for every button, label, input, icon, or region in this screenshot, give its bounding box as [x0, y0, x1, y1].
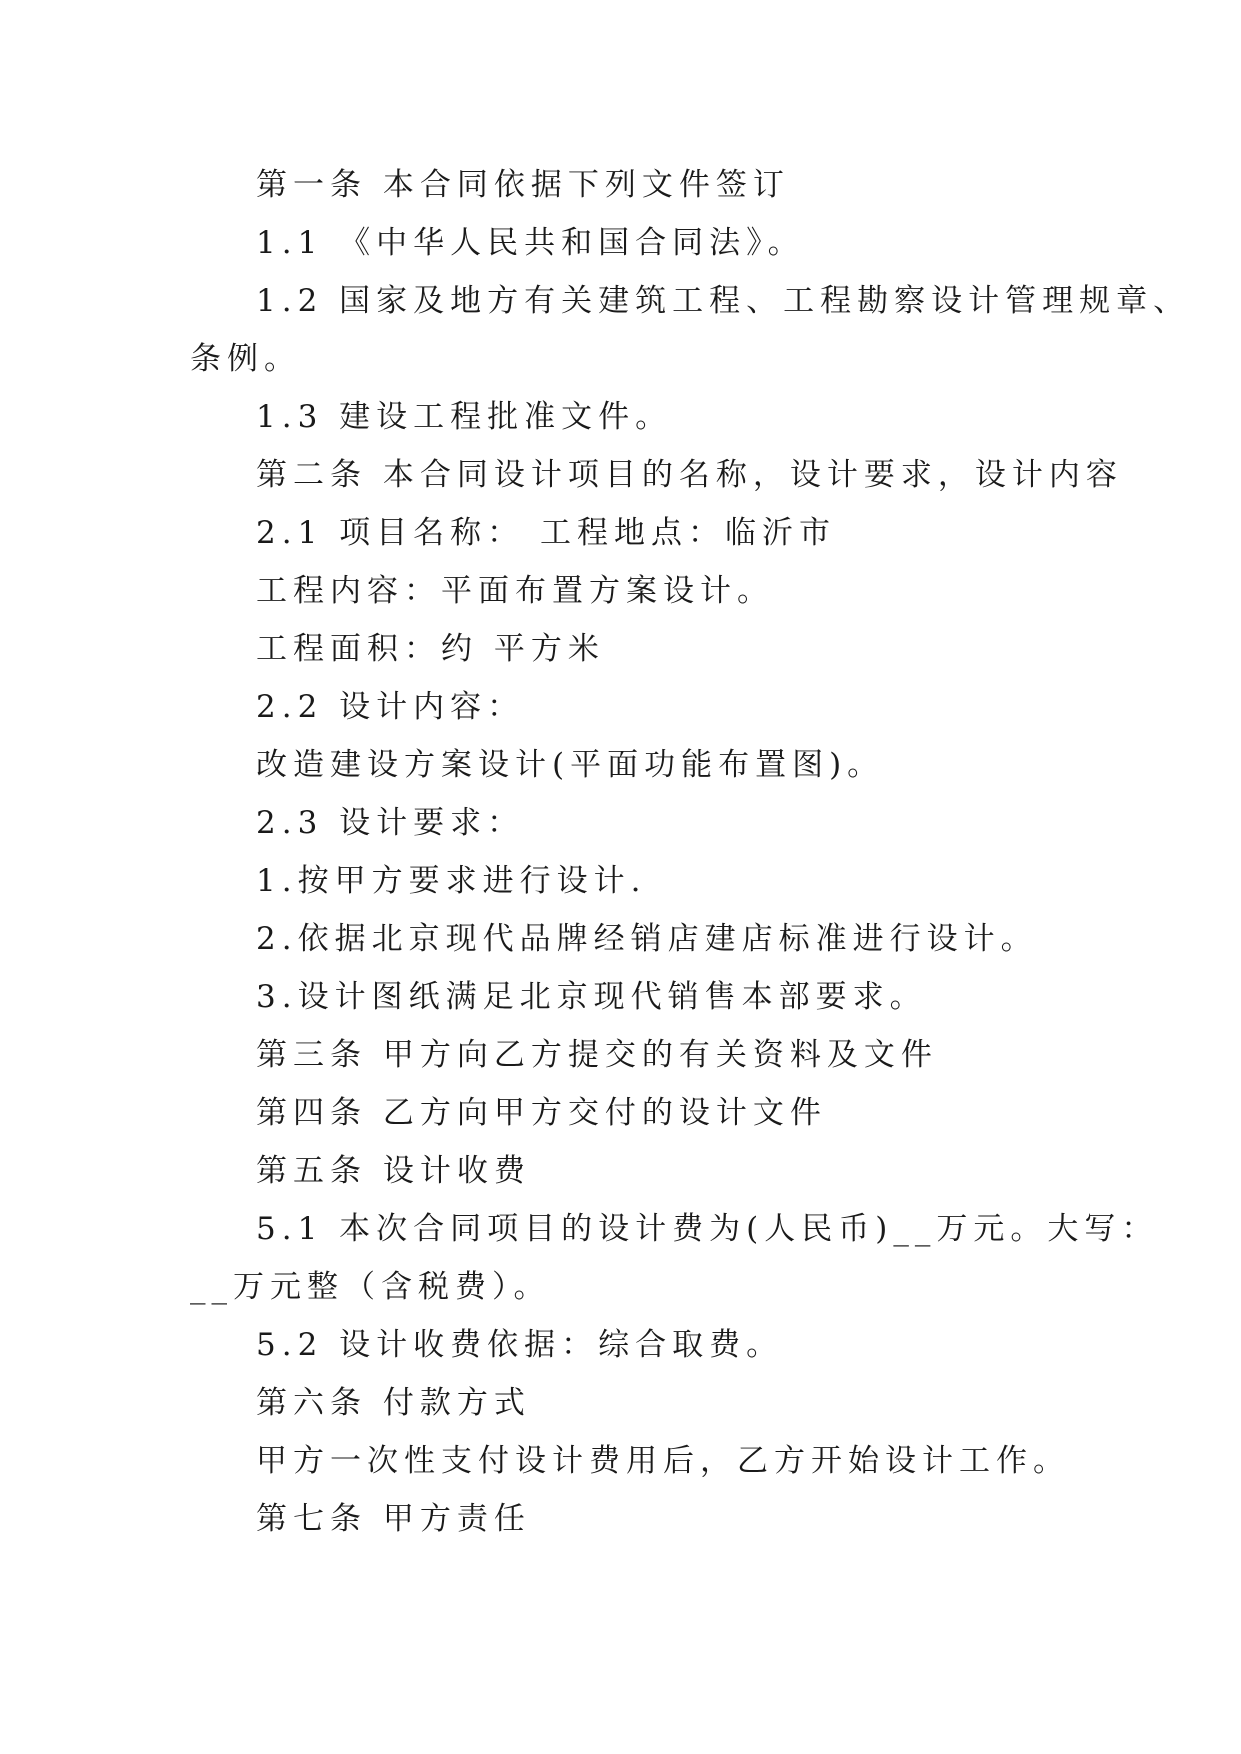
- article-4-heading: 第四条 乙方向甲方交付的设计文件: [256, 1095, 827, 1131]
- requirement-3: 3.设计图纸满足北京现代销售本部要求。: [256, 979, 927, 1015]
- clause-5-1-continuation: __万元整（含税费）。: [190, 1269, 551, 1305]
- article-1-heading: 第一条 本合同依据下列文件签订: [256, 167, 790, 203]
- clause-2-2: 2.2 设计内容：: [256, 689, 525, 725]
- contract-body: [190, 156, 1191, 1548]
- article-6-heading: 第六条 付款方式: [256, 1385, 531, 1421]
- clause-2-1: 2.1 项目名称： 工程地点：临沂市: [256, 515, 837, 551]
- article-2-heading: 第二条 本合同设计项目的名称，设计要求，设计内容: [256, 457, 1123, 493]
- clause-1-1: 1.1 《中华人民共和国合同法》。: [256, 225, 805, 261]
- requirement-2: 2.依据北京现代品牌经销店建店标准进行设计。: [256, 921, 1038, 957]
- clause-1-3: 1.3 建设工程批准文件。: [256, 399, 673, 435]
- payment-method: 甲方一次性支付设计费用后，乙方开始设计工作。: [256, 1443, 1070, 1479]
- clause-5-2: 5.2 设计收费依据：综合取费。: [256, 1327, 784, 1363]
- design-scope: 改造建设方案设计(平面功能布置图)。: [256, 747, 885, 783]
- project-content: 工程内容：平面布置方案设计。: [256, 573, 774, 609]
- requirement-1: 1.按甲方要求进行设计.: [256, 863, 647, 899]
- clause-5-1: 5.1 本次合同项目的设计费为(人民币)__万元。大写：: [256, 1211, 1159, 1247]
- article-7-heading: 第七条 甲方责任: [256, 1501, 531, 1537]
- clause-1-2-continuation: 条例。: [190, 341, 301, 377]
- clause-2-3: 2.3 设计要求：: [256, 805, 525, 841]
- clause-1-2: 1.2 国家及地方有关建筑工程、工程勘察设计管理规章、: [256, 283, 1191, 319]
- article-3-heading: 第三条 甲方向乙方提交的有关资料及文件: [256, 1037, 938, 1073]
- article-5-heading: 第五条 设计收费: [256, 1153, 531, 1189]
- project-area: 工程面积：约 平方米: [256, 631, 605, 667]
